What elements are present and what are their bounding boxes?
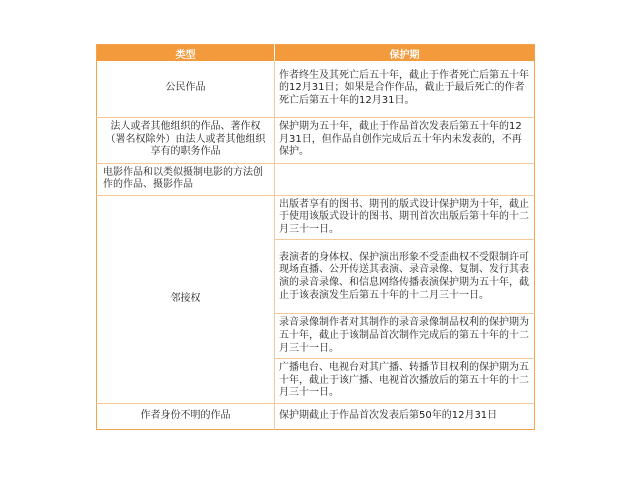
type-cell: 电影作品和以类似摄制电影的方法创作的作品、摄影作品 <box>97 163 275 195</box>
table-row <box>97 195 535 240</box>
term-cell: 保护期截止于作品首次发表后第50年的12月31日 <box>279 410 498 422</box>
term-cell: 保护期为五十年，截止于作品首次发表后第五十年的12月31日，但作品自创作完成后五十年内未发表的，不再保护。 <box>275 117 535 163</box>
term-cell: 表演者的身体权、保护演出形象不受歪曲权不受限制许可现场直播、公开传送其表演、录音录像、复制、发行其表演的录音录像、和信息网络传播表演保护期为五十年，截止于该表演发生后第五十年的十二月三十一日。 <box>275 240 535 314</box>
type-cell: 作者身份不明的作品 <box>97 404 275 430</box>
header-term: 保护期 <box>275 45 535 62</box>
type-cell: 法人或者其他组织的作品、著作权（署名权除外）由法人或者其他组织享有的职务作品 <box>97 117 275 163</box>
term-cell: 广播电台、电视台对其广播、转播节目权利的保护期为五十年，截止于该广播、电视首次播放后的第五十年的十二月三十一日。 <box>275 359 535 404</box>
term-cell: 出版者享有的图书、期刊的版式设计保护期为十年，截止于使用该版式设计的图书、期刊首次出版后第十年的十二月三十一日。 <box>275 195 535 240</box>
header-type: 类型 <box>97 45 275 62</box>
table-row <box>97 404 535 430</box>
table-row <box>97 61 535 117</box>
type-cell-neighboring-rights: 邻接权 <box>97 195 275 403</box>
copyright-term-table-container <box>96 44 534 430</box>
table-row <box>97 117 535 163</box>
type-cell: 公民作品 <box>97 61 275 117</box>
term-cell <box>275 163 535 195</box>
term-cell: 作者终生及其死亡后五十年，截止于作者死亡后第五十年的12月31日；如果是合作作品，截止于最后死亡的作者死亡后第五十年的12月31日。 <box>275 61 535 117</box>
table-header-row <box>97 45 535 62</box>
copyright-term-table <box>96 44 535 430</box>
term-cell: 录音录像制作者对其制作的录音录像制品权利的保护期为五十年，截止于该制品首次制作完成后的第五十年的十二月三十一日。 <box>275 314 535 359</box>
table-row <box>97 163 535 195</box>
